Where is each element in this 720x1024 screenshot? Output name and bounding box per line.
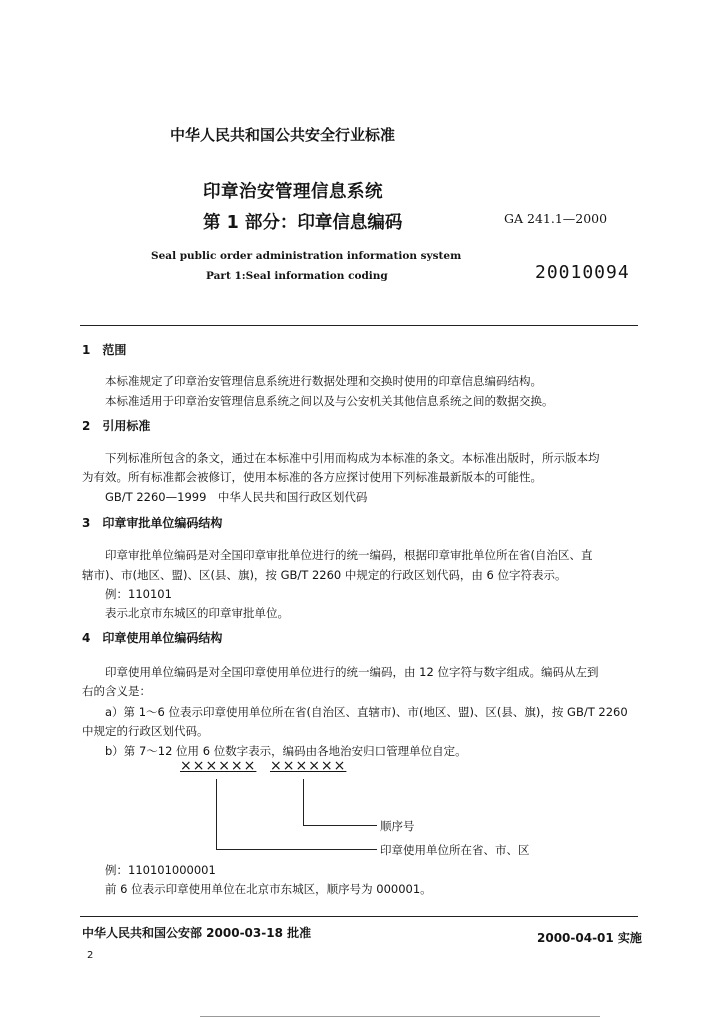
section-3-example: 例：110101 (105, 587, 172, 601)
code-group-sequence: ×××××× (270, 758, 347, 774)
region-bracket-horizontal (216, 849, 377, 850)
section-4-heading: 4 印章使用单位编码结构 (82, 631, 223, 645)
sequence-bracket-vertical (303, 779, 304, 826)
code-group-region: ×××××× (180, 758, 257, 774)
section-2-paragraph-line1: 下列标准所包含的条文，通过在本标准中引用而构成为本标准的条文。本标准出版时，所示版本均 (105, 451, 600, 465)
section-2-paragraph-line2: 为有效。所有标准都会被修订，使用本标准的各方应探讨使用下列标准最新版本的可能性。 (82, 470, 542, 484)
section-1-paragraph-2: 本标准适用于印章治安管理信息系统之间以及与公安机关其他信息系统之间的数据交换。 (105, 394, 554, 408)
handwritten-number: 20010094 (535, 262, 630, 283)
english-title-line2: Part 1:Seal information coding (206, 270, 388, 282)
chinese-title-line2: 第 1 部分：印章信息编码 (203, 213, 403, 233)
section-3-heading: 3 印章审批单位编码结构 (82, 516, 223, 530)
sequence-bracket-horizontal (303, 825, 377, 826)
section-3-paragraph-line2: 辖市)、市(地区、盟)、区(县、旗)，按 GB/T 2260 中规定的行政区划代码，由 6 位字符表示。 (82, 568, 567, 582)
section-1-heading: 1 范围 (82, 343, 127, 357)
section-4-paragraph-line1: 印章使用单位编码是对全国印章使用单位进行的统一编码，由 12 位字符与数字组成。编码从左到 (105, 665, 599, 679)
page-number: 2 (87, 950, 94, 961)
section-4-item-a-line2: 中规定的行政区划代码。 (82, 724, 209, 738)
label-region: 印章使用单位所在省、市、区 (380, 843, 530, 857)
chinese-title-line1: 印章治安管理信息系统 (203, 182, 383, 202)
section-4-example: 例：110101000001 (105, 863, 216, 877)
region-bracket-vertical (216, 779, 217, 850)
ministry-standard-title: 中华人民共和国公共安全行业标准 (170, 126, 396, 144)
section-4-item-a-line1: a）第 1～6 位表示印章使用单位所在省(自治区、直辖市)、市(地区、盟)、区(县、旗)，按 GB/T 2260 (105, 705, 628, 719)
section-4-item-b-line1: b）第 7～12 位用 6 位数字表示，编码由各地治安归口管理单位自定。 (105, 744, 467, 758)
implementation-date: 2000-04-01 实施 (537, 931, 642, 945)
standard-number: GA 241.1—2000 (504, 211, 608, 226)
section-1-paragraph-1: 本标准规定了印章治安管理信息系统进行数据处理和交换时使用的印章信息编码结构。 (105, 374, 542, 388)
scan-artifact-line (200, 1016, 600, 1017)
section-2-heading: 2 引用标准 (82, 419, 151, 433)
english-title-line1: Seal public order administration information system (151, 250, 462, 262)
label-sequence-number: 顺序号 (380, 819, 415, 833)
section-3-paragraph-line1: 印章审批单位编码是对全国印章审批单位进行的统一编码，根据印章审批单位所在省(自治区、直 (105, 548, 593, 562)
header-divider (80, 325, 638, 326)
section-3-example-desc: 表示北京市东城区的印章审批单位。 (105, 606, 289, 620)
section-4-example-desc: 前 6 位表示印章使用单位在北京市东城区，顺序号为 000001。 (105, 882, 432, 896)
section-4-paragraph-line2: 右的含义是： (82, 684, 151, 698)
approval-statement: 中华人民共和国公安部 2000-03-18 批准 (82, 926, 312, 940)
section-2-reference: GB/T 2260—1999 中华人民共和国行政区划代码 (105, 490, 368, 504)
footer-divider (80, 916, 638, 917)
